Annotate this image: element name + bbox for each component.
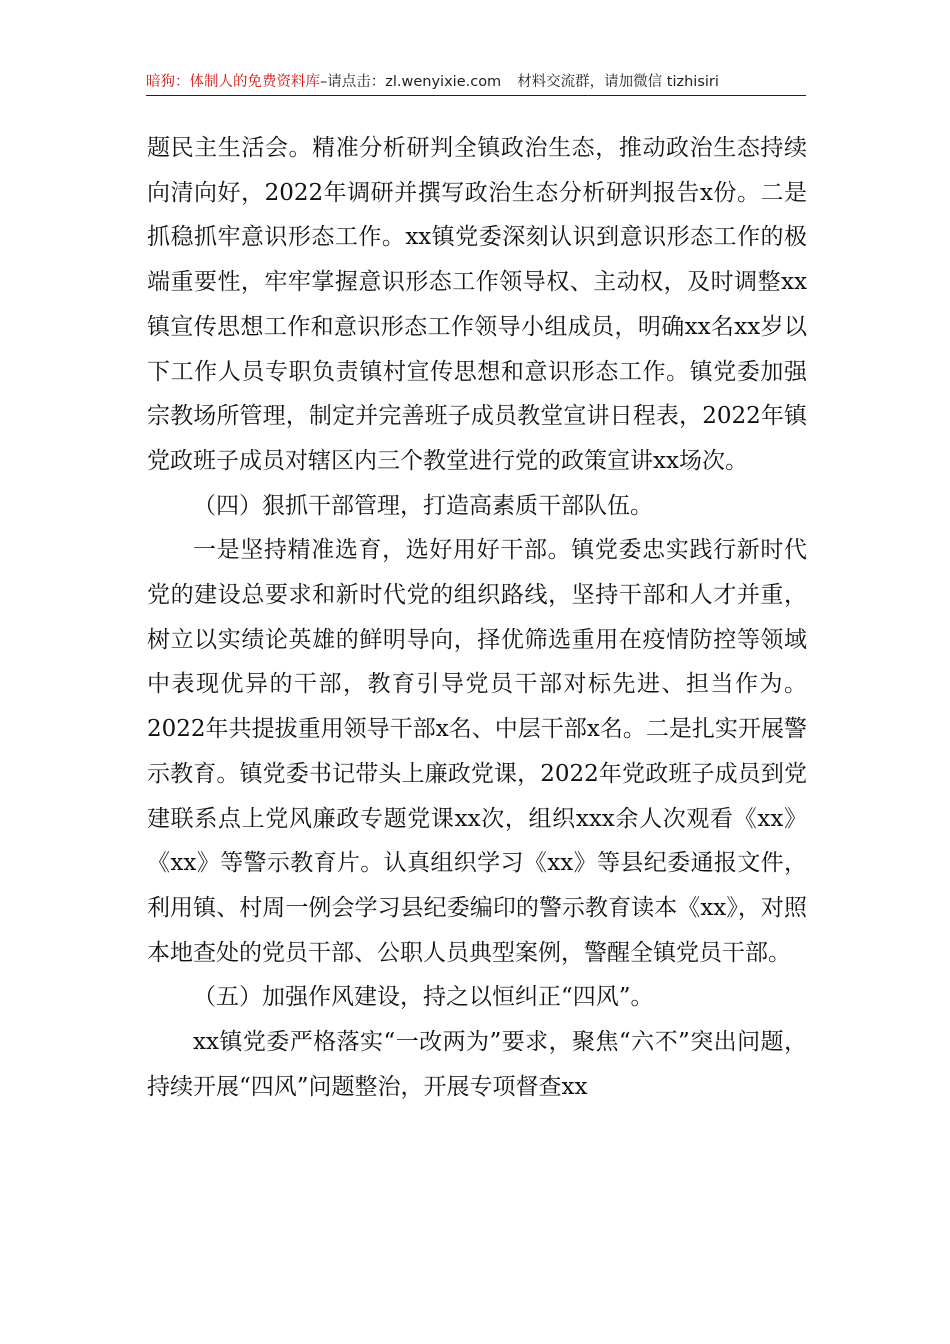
header-divider bbox=[146, 95, 806, 96]
paragraph-cadre-management: 一是坚持精准选育，选好用好干部。镇党委忠实践行新时代党的建设总要求和新时代党的组织路线，坚持干部和人才并重，树立以实绩论英雄的鲜明导向，择优筛选重用在疫情防控等领域中表现优异的干部，教育引导党员干部对标先进、担当作为。2022年共提拔重用领导干部x名、中层干部x名。二是扎实开展警示教育。镇党委书记带头上廉政党课，2022年党政班子成员到党建联系点上党风廉政专题党课xx次，组织xxx余人次观看《xx》《xx》等警示教育片。认真组织学习《xx》等县纪委通报文件，利用镇、村周一例会学习县纪委编印的警示教育读本《xx》，对照本地查处的党员干部、公职人员典型案例，警醒全镇党员干部。 bbox=[147, 537, 807, 966]
section-heading-5: （五）加强作风建设，持之以恒纠正“四风”。 bbox=[193, 984, 654, 1011]
header-site-name: 暗狗：体制人的免费资料库 bbox=[146, 74, 320, 90]
section-heading-4: （四）狠抓干部管理，打造高素质干部队伍。 bbox=[193, 492, 653, 519]
document-header bbox=[146, 68, 806, 96]
paragraph-work-style: xx镇党委严格落实“一改两为”要求，聚焦“六不”突出问题，持续开展“四风”问题整治，开展专项督查xx bbox=[147, 1029, 807, 1100]
document-body bbox=[147, 126, 807, 1109]
header-site-link[interactable]: –请点击：zl.wenyixie.com bbox=[320, 74, 502, 90]
header-contact: 材料交流群，请加微信 tizhisiri bbox=[517, 74, 719, 90]
paragraph-political-ecology: 题民主生活会。精准分析研判全镇政治生态，推动政治生态持续向清向好，2022年调研并撰写政治生态分析研判报告x份。二是抓稳抓牢意识形态工作。xx镇党委深刻认识到意识形态工作的极端重要性，牢牢掌握意识形态工作领导权、主动权，及时调整xx镇宣传思想工作和意识形态工作领导小组成员，明确xx名xx岁以下工作人员专职负责镇村宣传思想和意识形态工作。镇党委加强宗教场所管理，制定并完善班子成员教堂宣讲日程表，2022年镇党政班子成员对辖区内三个教堂进行党的政策宣讲xx场次。 bbox=[147, 135, 807, 474]
